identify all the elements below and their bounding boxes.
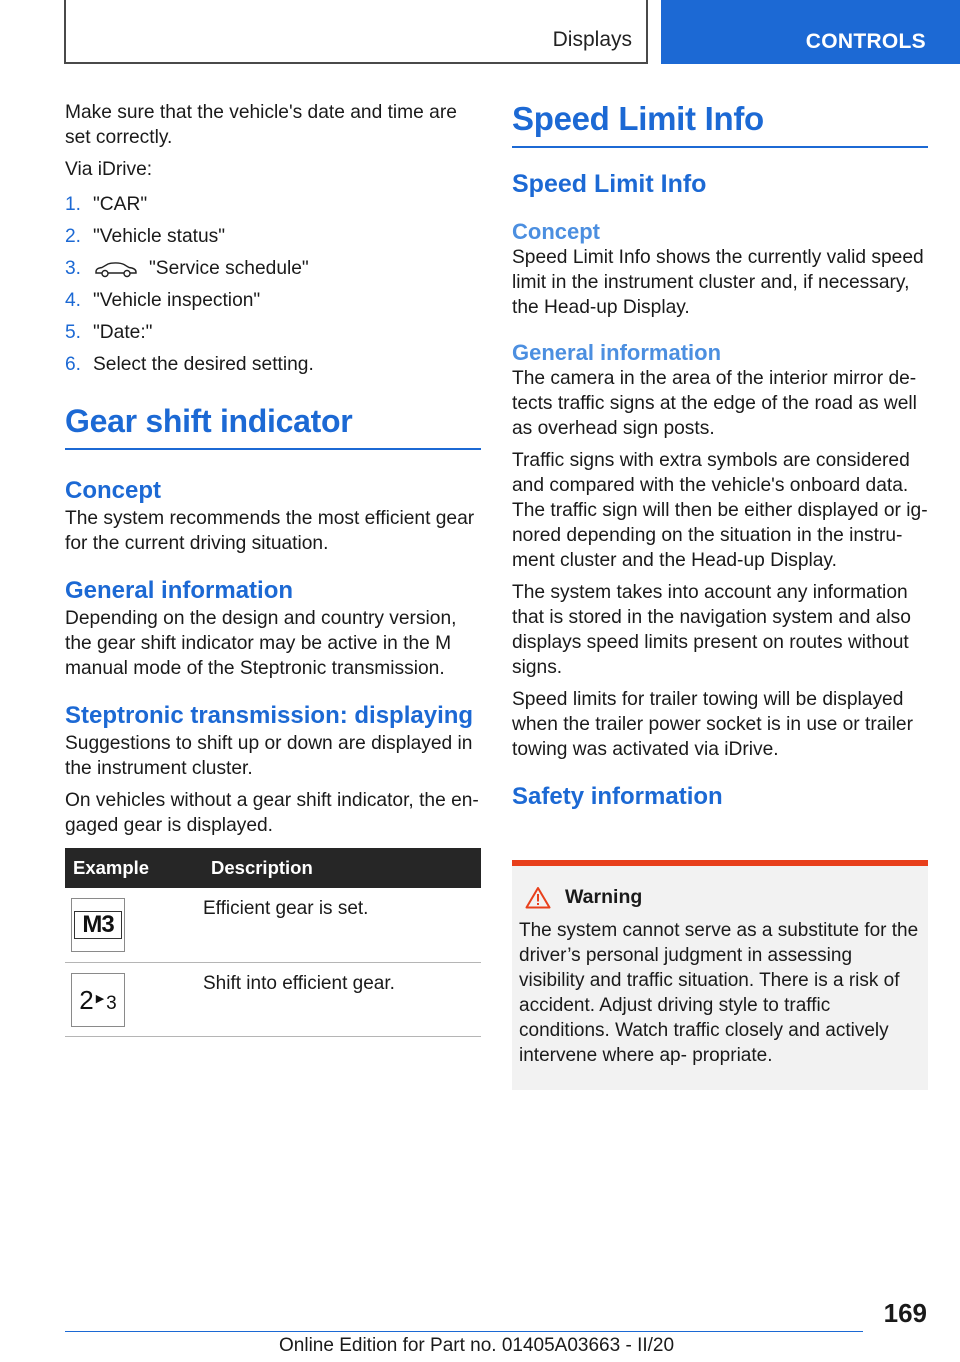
gear-table	[65, 848, 481, 1037]
footer-divider	[65, 1331, 863, 1332]
table-header-row	[65, 848, 481, 888]
warning-box	[512, 860, 928, 1090]
safety-info-heading: Safety information	[512, 783, 723, 810]
warning-title: Warning	[565, 886, 643, 908]
warning-header	[525, 886, 922, 909]
speed-limit-subheading: Speed Limit Info	[512, 170, 707, 198]
header-chapter-tab	[661, 0, 960, 64]
table-row	[65, 962, 481, 1036]
header-section-tab	[64, 0, 648, 64]
concept-heading: Concept	[512, 219, 600, 244]
general-info-text-1: The camera in the area of the interior mirror de- tects traffic signs at the edge of the road as well as overhead sign posts.	[512, 368, 917, 439]
example-cell	[65, 962, 203, 1036]
intro-text: Make sure that the vehicle's date and time are set correctly.	[65, 102, 457, 148]
section-title: Displays	[552, 28, 632, 51]
list-item: 2. "Vehicle status"	[65, 226, 226, 247]
steptronic-text-2: On vehicles without a gear shift indicator, the en- gaged gear is displayed.	[65, 790, 479, 836]
shift-up-symbol: 2 ▶ 3	[71, 973, 125, 1027]
steptronic-text-1: Suggestions to shift up or down are displayed in the instrument cluster.	[65, 733, 473, 779]
list-item: 6. Select the desired setting.	[65, 354, 314, 375]
general-info-heading: General information	[512, 340, 722, 365]
idrive-steps-list	[65, 189, 481, 381]
table-row	[65, 888, 481, 962]
example-cell	[65, 888, 203, 962]
page-number: 169	[883, 1298, 927, 1328]
steptronic-heading: Steptronic transmission: displaying	[65, 702, 474, 729]
gear-shift-heading: Gear shift indicator	[65, 403, 481, 450]
car-icon	[93, 260, 139, 278]
warning-text: The system cannot serve as a substitute for the driver’s personal judgment in assessing visibility and traffic situation. There is a risk of accident. Adjust driving style to traffic conditions. Watch traffic closely and actively intervene where ap- propriate.	[519, 920, 919, 1066]
list-item: 4. "Vehicle inspection"	[65, 290, 261, 311]
gear-m3-symbol: M3	[71, 898, 125, 952]
via-idrive-text: Via iDrive:	[65, 159, 153, 180]
list-item: 3. "Service schedule"	[65, 258, 309, 279]
right-column	[512, 100, 928, 812]
general-info-text-2: Traffic signs with extra symbols are considered and compared with the vehicle's onboard data. The traffic sign will then be either displayed or ig- nored depending on the situation in the instru- ment cluster and the Head-up Display.	[512, 450, 928, 571]
speed-limit-heading: Speed Limit Info	[512, 100, 928, 148]
chapter-title: CONTROLS	[805, 30, 926, 53]
edition-footer: Online Edition for Part no. 01405A03663 - II/20	[279, 1335, 675, 1356]
description-cell: Shift into efficient gear.	[203, 962, 481, 1036]
general-info-heading: General information	[65, 577, 294, 604]
column-header-description: Description	[203, 848, 481, 888]
concept-heading: Concept	[65, 477, 161, 504]
description-cell: Efficient gear is set.	[203, 888, 481, 962]
list-item: 1. "CAR"	[65, 194, 148, 215]
concept-text: The system recommends the most efficient gear for the current driving situation.	[65, 508, 475, 554]
general-info-text: Depending on the design and country version, the gear shift indicator may be active in the M manual mode of the Steptronic transmission.	[65, 608, 457, 679]
list-item: 5. "Date:"	[65, 322, 153, 343]
column-header-example: Example	[65, 848, 203, 888]
arrow-right-icon: ▶	[95, 992, 105, 1005]
left-column	[65, 100, 481, 1037]
general-info-text-3: The system takes into account any information that is stored in the navigation system and also displays speed limits present on routes without signs.	[512, 582, 911, 678]
general-info-text-4: Speed limits for trailer towing will be displayed when the trailer power socket is in use or trailer towing was activated via iDrive.	[512, 689, 913, 760]
concept-text: Speed Limit Info shows the currently valid speed limit in the instrument cluster and, if necessary, the Head-up Display.	[512, 247, 924, 318]
warning-triangle-icon	[525, 886, 551, 909]
